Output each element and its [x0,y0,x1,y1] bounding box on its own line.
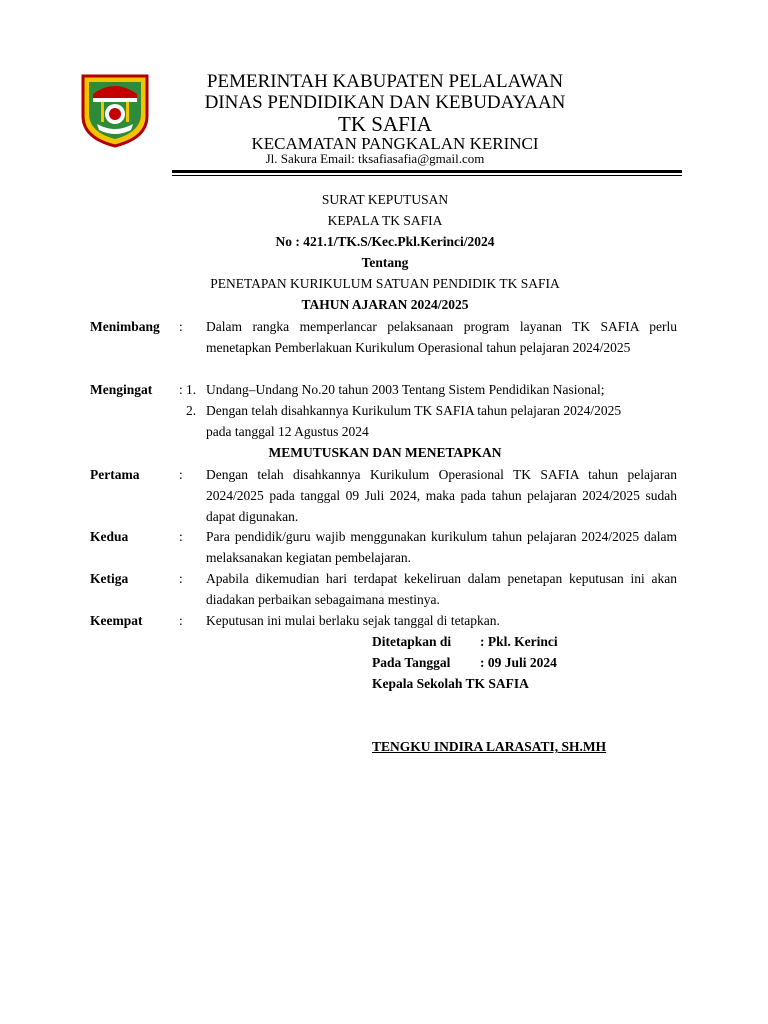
decision-colon: : [179,571,183,586]
decide-heading: MEMUTUSKAN DAN MENETAPKAN [268,445,502,460]
decision-text-ketiga: Apabila dikemudian hari terdapat kekeliruan dalam penetapan keputusan ini akan diadakan perbaikan sebagaimana mestinya. [206,571,677,607]
decree-authority: KEPALA TK SAFIA [327,213,443,228]
decree-subject-line2: TAHUN AJARAN 2024/2025 [301,297,469,312]
mengingat-colon: : [179,382,183,397]
mengingat-item-text-cont: pada tanggal 12 Agustus 2024 [206,424,369,439]
mengingat-item-text: Dengan telah disahkannya Kurikulum TK SAFIA tahun pelajaran 2024/2025 [206,403,622,418]
sign-place-value: : Pkl. Kerinci [480,634,558,649]
letterhead-thick-rule [172,170,682,173]
letterhead-district: KECAMATAN PANGKALAN KERINCI [251,134,539,153]
decision-label-keempat: Keempat [90,613,143,628]
decree-about: Tentang [361,255,409,270]
menimbang-text: Dalam rangka memperlancar pelaksanaan program layanan TK SAFIA perlu menetapkan Pemberlakuan Kurikulum Operasional tahun pelajaran 2024/2025 [206,319,677,355]
sign-name: TENGKU INDIRA LARASATI, SH.MH [372,739,607,754]
sign-position: Kepala Sekolah TK SAFIA [372,676,529,691]
letterhead-department: DINAS PENDIDIKAN DAN KEBUDAYAAN [204,92,566,113]
mengingat-item-number: 2. [186,403,197,418]
mengingat-item-number: 1. [186,382,197,397]
decision-colon: : [179,467,183,482]
letterhead-thin-rule [172,175,682,176]
decision-colon: : [179,613,183,628]
decision-label-ketiga: Ketiga [90,571,129,586]
decree-subject-line1: PENETAPAN KURIKULUM SATUAN PENDIDIK TK SAFIA [210,276,560,291]
decision-text-pertama: Dengan telah disahkannya Kurikulum Operasional TK SAFIA tahun pelajaran 2024/2025 pada tanggal 09 Juli 2024, maka pada tahun pelajaran 2024/2025 sudah dapat digunakan. [206,467,677,524]
decree-number: No : 421.1/TK.S/Kec.Pkl.Kerinci/2024 [275,234,495,249]
letterhead-government: PEMERINTAH KABUPATEN PELALAWAN [206,71,564,92]
decision-colon: : [179,529,183,544]
mengingat-item-text: Undang–Undang No.20 tahun 2003 Tentang Sistem Pendidikan Nasional; [206,382,605,397]
letterhead-address: Jl. Sakura Email: tksafiasafia@gmail.com [265,151,485,166]
sign-place-label: Ditetapkan di [372,634,452,649]
mengingat-label: Mengingat [90,382,153,397]
decision-label-pertama: Pertama [90,467,140,482]
decision-text-kedua: Para pendidik/guru wajib menggunakan kurikulum tahun pelajaran 2024/2025 dalam melaksanakan kegiatan pembelajaran. [206,529,677,565]
regency-emblem-logo [79,72,151,148]
menimbang-label: Menimbang [90,319,160,334]
menimbang-colon: : [179,319,183,334]
sign-date-value: : 09 Juli 2024 [480,655,557,670]
sign-date-label: Pada Tanggal [372,655,451,670]
decision-text-keempat: Keputusan ini mulai berlaku sejak tanggal di tetapkan. [206,613,500,628]
letterhead-school: TK SAFIA [338,112,432,136]
decree-title: SURAT KEPUTUSAN [321,192,449,207]
decision-label-kedua: Kedua [90,529,129,544]
